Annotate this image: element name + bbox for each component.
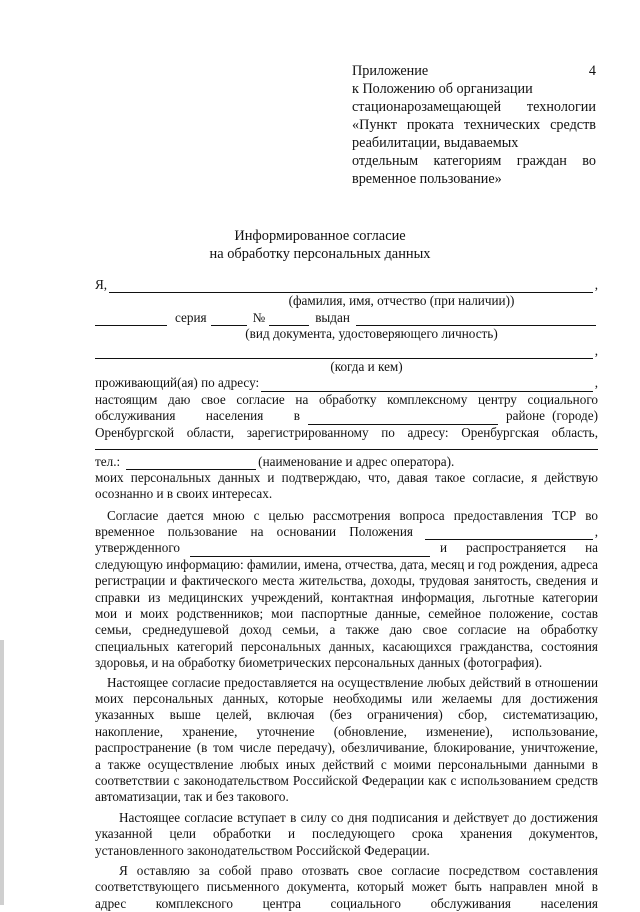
consent-line: моих персональных данных и подтверждаю, что, давая такое согласие, я действую bbox=[95, 469, 598, 485]
para1-line: мои и моих родственников; мои паспортные данные, семейное положение, состав bbox=[95, 606, 598, 622]
title-line-1: Информированное согласие bbox=[234, 228, 406, 244]
seriya-blank[interactable] bbox=[211, 314, 247, 326]
para4-line: Я оставляю за собой право отозвать свое согласие посредством составления bbox=[119, 862, 598, 878]
para2-line: автоматизации, так и без такового. bbox=[95, 789, 289, 805]
district-blank[interactable] bbox=[308, 413, 498, 425]
fio-row bbox=[95, 277, 598, 293]
para1-line: справки из медицинских учреждений, контактная информация, льготные категории bbox=[95, 589, 598, 605]
comma: , bbox=[594, 375, 598, 391]
issued-row bbox=[95, 343, 598, 359]
address-label: проживающий(ая) по адресу: bbox=[95, 375, 260, 391]
comma: , bbox=[594, 276, 598, 292]
para2-line: распространение (в том числе передачу), обезличивание, блокирование, уничтожение, bbox=[95, 740, 598, 756]
tel-label: тел.: bbox=[95, 453, 121, 469]
title-line-2: на обработку персональных данных bbox=[209, 245, 431, 262]
consent-line: осознанно и в своих интересах. bbox=[95, 486, 273, 502]
doc-type-blank[interactable] bbox=[95, 314, 167, 326]
para1-line-regulation bbox=[95, 524, 598, 540]
appendix-line: реабилитации, выдаваемых bbox=[352, 135, 519, 151]
para1-line: Согласие дается мною с целью рассмотрения вопроса предоставления ТСР во bbox=[107, 507, 598, 523]
consent-line: настоящим даю свое согласие на обработку комплексному центру социального bbox=[95, 391, 598, 407]
para1-text: утвержденного bbox=[95, 540, 181, 556]
para4-line: соответствующего письменного документа, который может быть направлен мной в bbox=[95, 879, 598, 895]
appendix-line: отдельным категориям граждан во bbox=[352, 153, 596, 169]
scan-edge-shadow bbox=[0, 640, 4, 905]
vydan-blank[interactable] bbox=[356, 314, 596, 326]
consent-line: Оренбургской области, зарегистрированному по адресу: Оренбургская область, bbox=[95, 424, 598, 440]
operator-hint: (наименование и адрес оператора). bbox=[258, 453, 455, 469]
nomer-blank[interactable] bbox=[269, 314, 309, 326]
address-row bbox=[95, 375, 598, 391]
operator-address-blank[interactable] bbox=[95, 441, 598, 450]
document-body bbox=[95, 277, 598, 912]
kem-hint: (когда и кем) bbox=[330, 358, 403, 374]
para1-line: следующую информацию: фамилии, имена, отчества, дата, месяц и год рождения, адреса bbox=[95, 556, 598, 572]
para2-line: а также осуществление любых иных действий с моими персональными данными в bbox=[95, 756, 598, 772]
nomer-label: № bbox=[252, 309, 266, 325]
approved-blank[interactable] bbox=[190, 545, 430, 557]
document-row bbox=[95, 310, 598, 326]
para1-line-approved bbox=[95, 540, 598, 556]
para1-line: семьи, среднедушевой доход семьи, а также даю свое согласие на обработку bbox=[95, 622, 598, 638]
appendix-header bbox=[352, 62, 596, 188]
consent-text: районе (городе) bbox=[506, 408, 598, 424]
para2-line: соответствии с законодательством Российской Федерации как с использованием средств bbox=[95, 772, 598, 788]
comma: , bbox=[594, 342, 598, 358]
para1-line: регистрации и фактического места жительства, доходы, трудовая занятость, сведения и bbox=[95, 573, 598, 589]
appendix-line: «Пункт проката технических средств bbox=[352, 117, 596, 133]
para2-line: моих персональных данных, которые необходимы или желаемы для достижения bbox=[95, 690, 598, 706]
para3-line: установленного законодательством Российской Федерации. bbox=[95, 842, 430, 858]
para2-line: накопление, хранение, уточнение (обновление, изменение), использование, bbox=[95, 723, 598, 739]
fio-hint: (фамилия, имя, отчество (при наличии)) bbox=[288, 293, 515, 309]
vydan-label: выдан bbox=[315, 309, 350, 325]
tel-row bbox=[95, 450, 598, 470]
appendix-line: стационарозамещающей технологии bbox=[352, 99, 596, 115]
para1-text: временное пользование на основании Положения bbox=[95, 524, 413, 540]
para3-line: указанной цели обработки и последующего срока хранения документов, bbox=[95, 826, 598, 842]
appendix-line: временное пользование» bbox=[352, 171, 502, 187]
para2-line: указанных выше целей, включая (без ограничения) сбор, систематизацию, bbox=[95, 707, 598, 723]
seriya-label: серия bbox=[175, 309, 207, 325]
para4-line: адрес комплексного центра социального обслуживания населения bbox=[95, 895, 598, 911]
address-blank[interactable] bbox=[261, 380, 593, 392]
ya-label: Я, bbox=[95, 276, 108, 292]
comma: , bbox=[594, 524, 598, 540]
para1-line: здоровья, и на обработку биометрических персональных данных (фотография). bbox=[95, 655, 543, 671]
para1-text: и распространяется на bbox=[440, 540, 598, 556]
fio-blank[interactable] bbox=[109, 281, 593, 293]
para3-line: Настоящее согласие вступает в силу со дня подписания и действует до достижения bbox=[119, 809, 598, 825]
appendix-line: к Положению об организации bbox=[352, 81, 533, 97]
consent-text: обслуживания населения в bbox=[95, 408, 300, 424]
issued-blank[interactable] bbox=[95, 347, 593, 359]
para1-line: специальных категорий персональных данных, касающихся гражданства, состояния bbox=[95, 638, 598, 654]
consent-line-district bbox=[95, 408, 598, 424]
para2-line: Настоящее согласие предоставляется на осуществление любых действий в отношении bbox=[107, 674, 598, 690]
doc-hint: (вид документа, удостоверяющего личность) bbox=[245, 326, 498, 342]
regulation-blank[interactable] bbox=[425, 528, 593, 540]
appendix-line: Приложение 4 bbox=[352, 63, 596, 79]
document-title bbox=[0, 228, 640, 263]
tel-blank[interactable] bbox=[126, 458, 256, 470]
